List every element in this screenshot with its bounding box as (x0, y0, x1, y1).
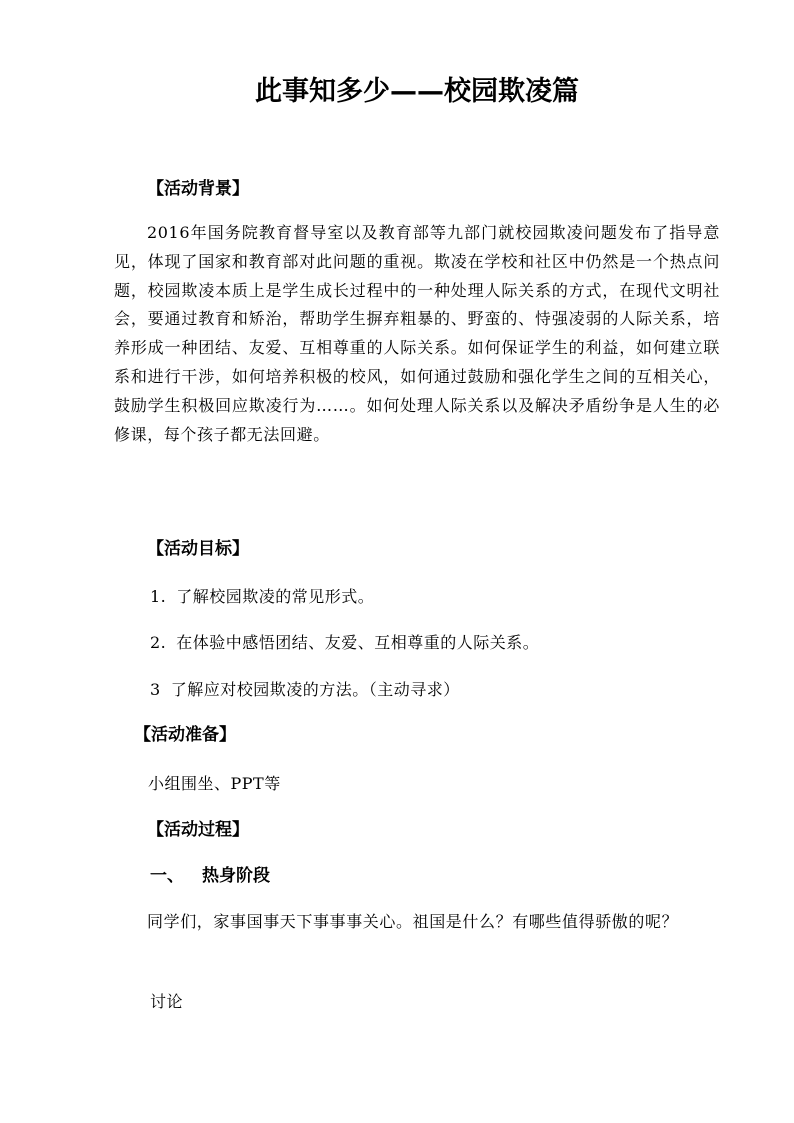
goal-number: 2. (150, 633, 167, 652)
step-number: 一、 (150, 866, 184, 886)
step-heading (150, 864, 270, 888)
goal-text: 在体验中感悟团结、友爱、互相尊重的人际关系。 (176, 633, 540, 652)
preparation-text: 小组围坐、PPT等 (148, 774, 281, 793)
section-heading-preparation: 【活动准备】 (134, 725, 236, 745)
goal-number: 3 (150, 680, 161, 699)
process-intro-paragraph: 同学们，家事国事天下事事事关心。祖国是什么？有哪些值得骄傲的呢？ (147, 912, 679, 931)
goal-item (150, 585, 374, 609)
section-heading-goals: 【活动目标】 (147, 539, 249, 559)
section-heading-process: 【活动过程】 (147, 820, 249, 840)
goal-text: 了解应对校园欺凌的方法。（主动寻求） (170, 680, 460, 699)
goal-item (150, 678, 460, 702)
background-paragraph: 2016年国务院教育督导室以及教育部等九部门就校园欺凌问题发布了指导意见，体现了国家和教育部对此问题的重视。欺凌在学校和社区中仍然是一个热点问题，校园欺凌本质上是学生成长过程中的一种处理人际关系的方式，在现代文明社会，要通过教育和矫治，帮助学生摒弃粗暴的、野蛮的、恃强凌弱的人际关系，培养形成一种团结、友爱、互相尊重的人际关系。如何保证学生的利益，如何建立联系和进行干涉，如何培养积极的校风，如何通过鼓励和强化学生之间的互相关心，鼓励学生积极回应欺凌行为……。如何处理人际关系以及解决矛盾纷争是人生的必修课，每个孩子都无法回避。 (114, 223, 720, 444)
goal-number: 1. (150, 587, 167, 606)
goal-text: 了解校园欺凌的常见形式。 (176, 587, 375, 606)
step-title: 热身阶段 (202, 866, 270, 886)
goal-item (150, 631, 539, 655)
page-title: 此事知多少——校园欺凌篇 (255, 76, 579, 107)
discussion-text: 讨论 (150, 992, 184, 1011)
section-heading-background: 【活动背景】 (147, 179, 249, 199)
